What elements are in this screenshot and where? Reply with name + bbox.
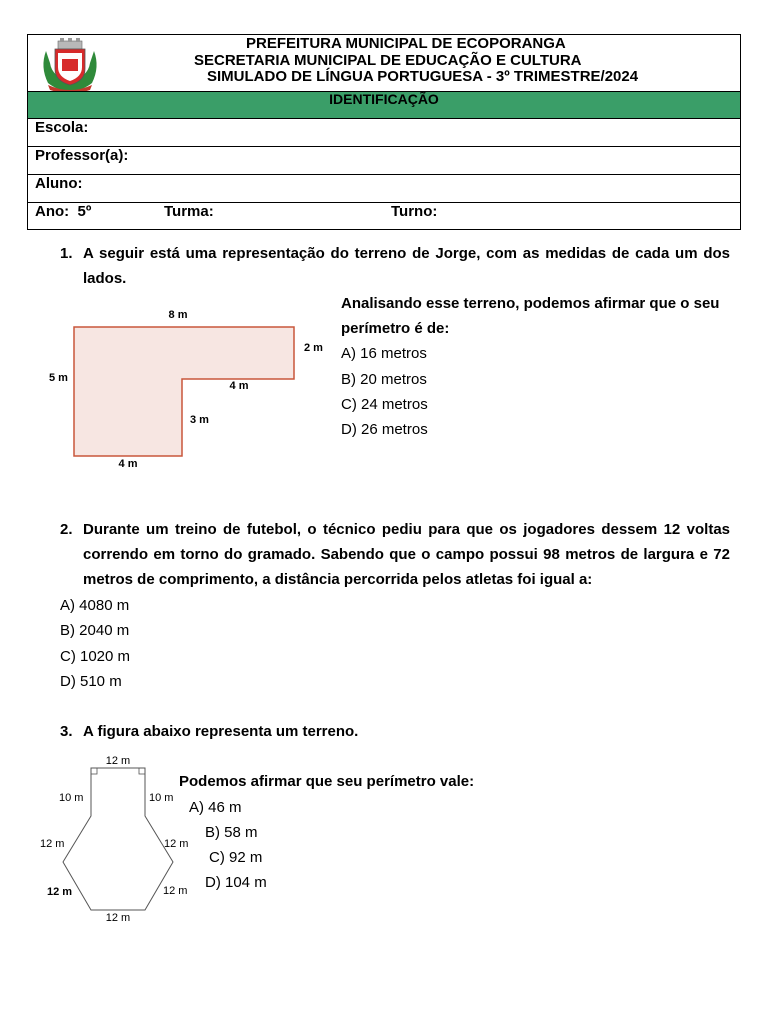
q1-option-b[interactable]: B) 20 metros (341, 371, 427, 388)
simulado-title: SIMULADO DE LÍNGUA PORTUGUESA - 3º TRIMESTRE/2024 (207, 68, 639, 85)
q3-option-d[interactable]: D) 104 m (205, 874, 267, 891)
escola-row (28, 119, 740, 147)
q1-label-step: 4 m (229, 380, 249, 392)
q3-side-text: Podemos afirmar que seu perímetro vale: (179, 773, 475, 790)
q1-option-a[interactable]: A) 16 metros (341, 345, 427, 362)
q1-label-right: 2 m (304, 342, 323, 354)
turma-label: Turma: (164, 203, 214, 220)
q1-side-text: Analisando esse terreno, podemos afirmar que o seu perímetro é de: (341, 295, 720, 337)
ano-row (28, 202, 740, 230)
secretaria-title: SECRETARIA MUNICIPAL DE EDUCAÇÃO E CULTURA (194, 52, 582, 69)
q3-number: 3. (60, 723, 73, 740)
turno-label: Turno: (391, 203, 438, 220)
prefeitura-title: PREFEITURA MUNICIPAL DE ECOPORANGA (246, 35, 566, 52)
aluno-row (28, 174, 740, 202)
q1-number: 1. (60, 245, 73, 262)
ano-label: Ano: 5º (35, 203, 92, 220)
q3-option-a[interactable]: A) 46 m (189, 799, 242, 816)
q1-label-inner: 3 m (190, 414, 209, 426)
professor-row (28, 146, 740, 174)
aluno-label: Aluno: (35, 175, 83, 192)
coat-of-arms-logo (38, 37, 102, 93)
q1-label-top: 8 m (168, 309, 188, 321)
professor-label: Professor(a): (35, 147, 129, 164)
q1-label-left: 5 m (49, 372, 68, 384)
q3-label-l2: 12 m (40, 838, 65, 850)
q3-right-angle-left (91, 768, 97, 774)
q3-right-angle-right (139, 768, 145, 774)
q3-option-b[interactable]: B) 58 m (205, 824, 258, 841)
escola-label: Escola: (35, 119, 89, 136)
q1-text: A seguir está uma representação do terreno de Jorge, com as medidas de cada um dos lados. (83, 245, 730, 287)
q3-label-r3: 12 m (163, 885, 188, 897)
q3-label-bottom: 12 m (105, 912, 131, 924)
identificacao-band (28, 91, 740, 119)
q3-terrain-figure (30, 750, 200, 930)
identificacao-label: IDENTIFICAÇÃO (329, 91, 439, 107)
q1-option-c[interactable]: C) 24 metros (341, 396, 428, 413)
q3-label-l1: 10 m (59, 792, 84, 804)
q1-label-bottom: 4 m (118, 458, 138, 470)
q3-label-r2: 12 m (164, 838, 189, 850)
q2-option-b[interactable]: B) 2040 m (60, 622, 130, 639)
q1-terrain-figure (40, 300, 340, 480)
q3-label-r1: 10 m (149, 792, 174, 804)
q2-number: 2. (60, 521, 73, 538)
q3-text: A figura abaixo representa um terreno. (83, 723, 359, 740)
q3-option-c[interactable]: C) 92 m (209, 849, 263, 866)
q2-option-d[interactable]: D) 510 m (60, 673, 122, 690)
q2-option-a[interactable]: A) 4080 m (60, 597, 130, 614)
q1-option-d[interactable]: D) 26 metros (341, 421, 428, 438)
q2-option-c[interactable]: C) 1020 m (60, 648, 131, 665)
q3-terrain-shape (63, 768, 173, 910)
q2-text: Durante um treino de futebol, o técnico pediu para que os jogadores dessem 12 voltas correndo em torno do gramado. Sabendo que o campo possui 98 metros de largura e 72 metros de comprimento, a distância percorrida pelos atletas foi igual a: (83, 521, 730, 588)
q3-label-l3: 12 m (47, 886, 73, 898)
q1-terrain-shape (74, 327, 294, 456)
identification-header (27, 34, 741, 230)
q3-label-top: 12 m (105, 755, 131, 767)
